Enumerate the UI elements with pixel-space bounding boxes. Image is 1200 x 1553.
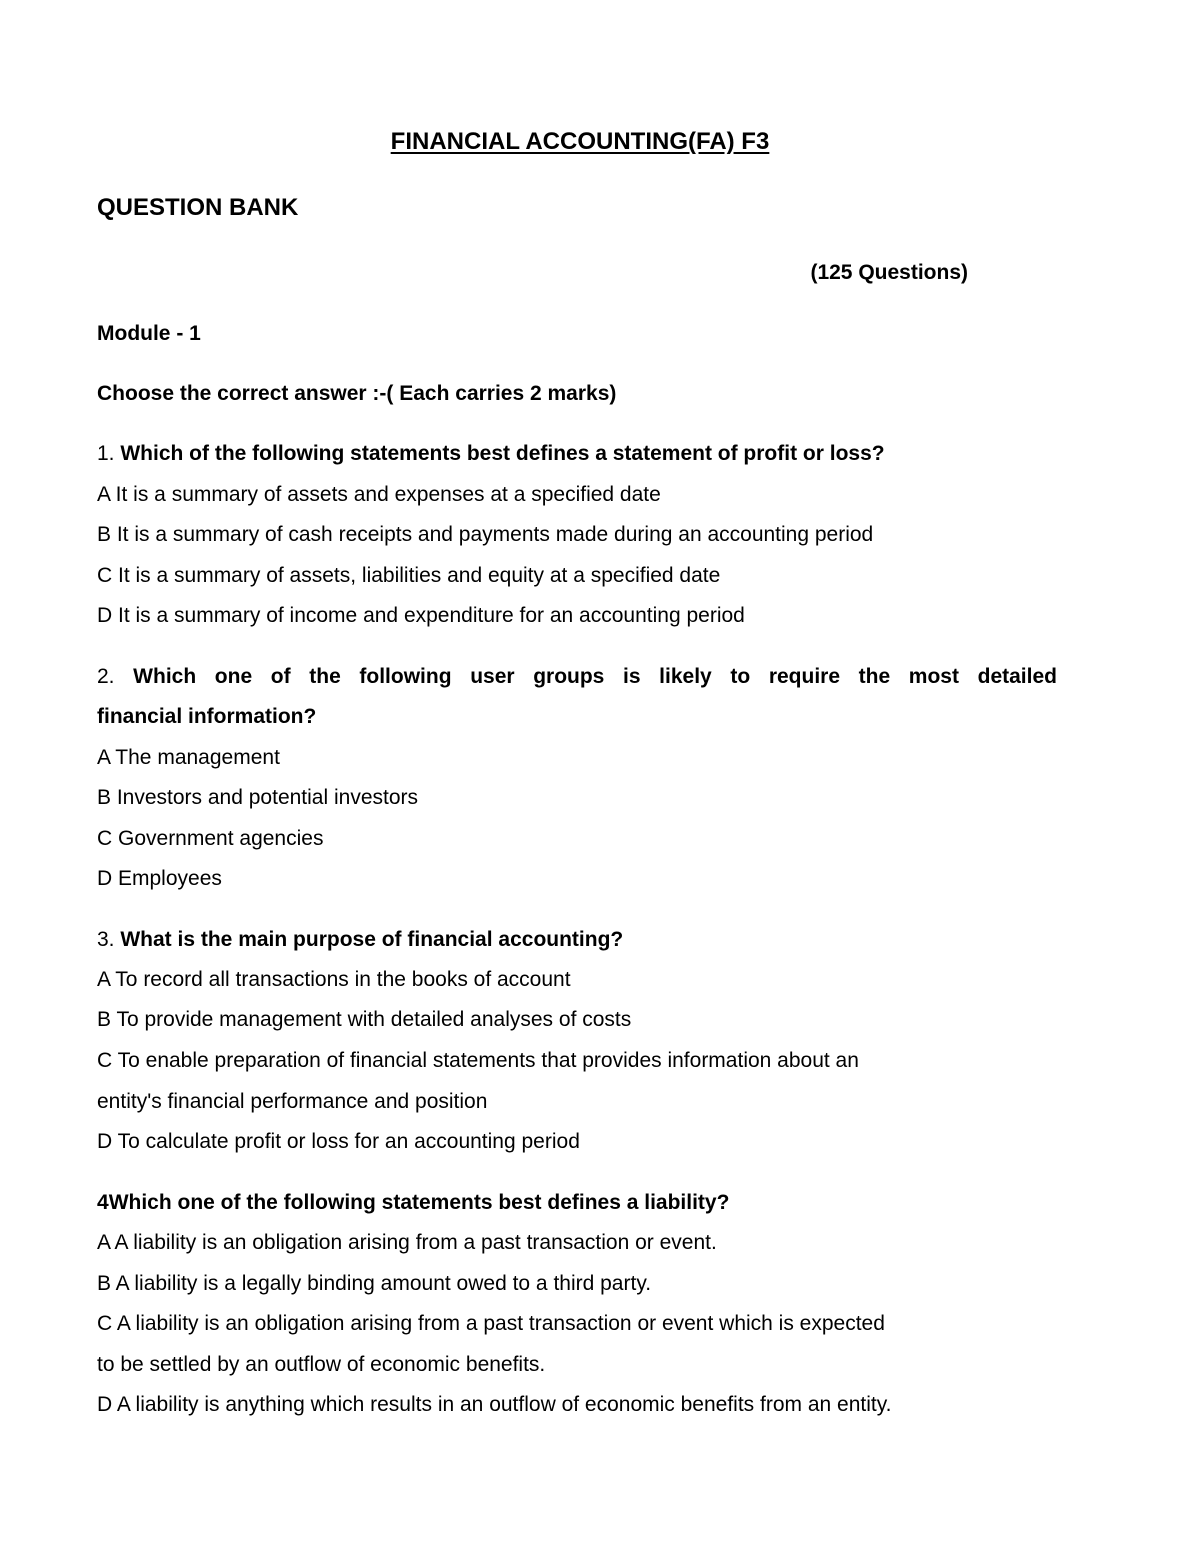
instruction-text: Choose the correct answer :-( Each carries 2 marks) — [97, 382, 617, 405]
module-heading: Module - 1 — [97, 322, 201, 345]
option-4c-continued: to be settled by an outflow of economic benefits. — [97, 1353, 546, 1376]
question-1 — [97, 441, 885, 467]
option-4d: D A liability is anything which results in an outflow of economic benefits from an entity. — [97, 1393, 892, 1416]
document-subtitle: QUESTION BANK — [97, 194, 299, 221]
option-1d: D It is a summary of income and expenditure for an accounting period — [97, 604, 745, 627]
question-number: 1. — [97, 442, 115, 465]
option-2a: A The management — [97, 746, 280, 769]
option-3c: C To enable preparation of financial statements that provides information about an — [97, 1049, 859, 1072]
question-number: 2. — [97, 665, 115, 688]
question-number: 4 — [97, 1191, 109, 1214]
option-1c: C It is a summary of assets, liabilities and equity at a specified date — [97, 564, 721, 587]
option-3d: D To calculate profit or loss for an accounting period — [97, 1130, 580, 1153]
option-1a: A It is a summary of assets and expenses at a specified date — [97, 483, 661, 506]
option-3c-continued: entity's financial performance and position — [97, 1090, 488, 1113]
question-3 — [97, 927, 623, 953]
document-title: FINANCIAL ACCOUNTING(FA) F3 — [390, 128, 770, 155]
question-text-line1: Which one of the following user groups is likely to require the most detailed — [133, 665, 1057, 688]
question-text: Which one of the following statements best defines a liability? — [108, 1191, 730, 1214]
question-count: (125 Questions) — [810, 261, 968, 284]
option-4c: C A liability is an obligation arising from a past transaction or event which is expected — [97, 1312, 885, 1335]
option-2d: D Employees — [97, 867, 222, 890]
option-3b: B To provide management with detailed analyses of costs — [97, 1008, 632, 1031]
question-4 — [97, 1190, 729, 1216]
question-text-line2: financial information? — [97, 705, 317, 728]
option-4b: B A liability is a legally binding amount owed to a third party. — [97, 1272, 652, 1295]
question-text: Which of the following statements best defines a statement of profit or loss? — [120, 442, 885, 465]
question-number: 3. — [97, 928, 115, 951]
question-2 — [97, 664, 1057, 690]
question-text: What is the main purpose of financial accounting? — [120, 928, 624, 951]
option-1b: B It is a summary of cash receipts and payments made during an accounting period — [97, 523, 874, 546]
option-3a: A To record all transactions in the books of account — [97, 968, 571, 991]
option-2c: C Government agencies — [97, 827, 324, 850]
option-2b: B Investors and potential investors — [97, 786, 419, 809]
option-4a: A A liability is an obligation arising from a past transaction or event. — [97, 1231, 717, 1254]
